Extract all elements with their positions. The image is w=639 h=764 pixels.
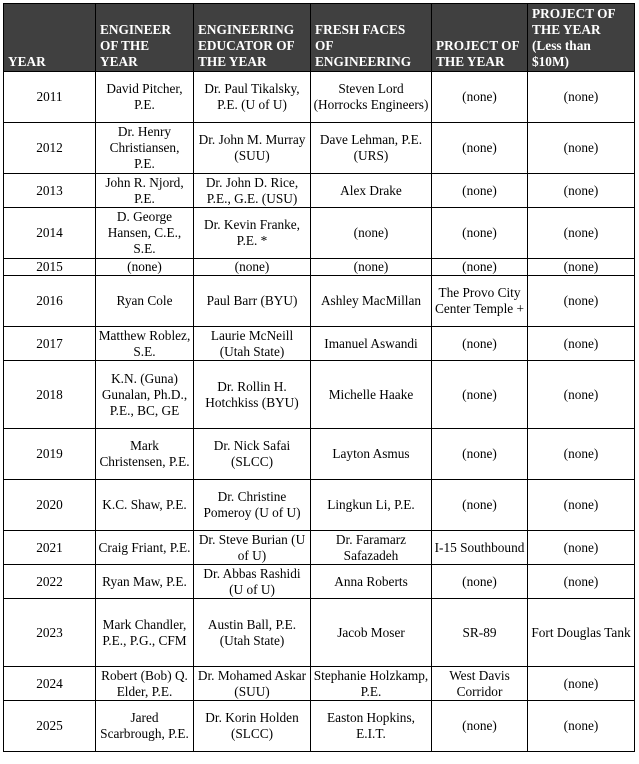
table-row [4, 174, 635, 208]
cell-fresh-faces: Stephanie Holzkamp, P.E. [311, 667, 432, 701]
header-project-of-the-year: PROJECT OF THE YEAR [432, 4, 528, 72]
cell-engineering-educator: Laurie McNeill (Utah State) [194, 327, 311, 361]
cell-project-under-10m: (none) [528, 174, 635, 208]
cell-engineering-educator: (none) [194, 259, 311, 276]
cell-engineer-of-the-year: Mark Christensen, P.E. [96, 429, 194, 480]
cell-year: 2015 [4, 259, 96, 276]
cell-year: 2024 [4, 667, 96, 701]
cell-project-of-the-year: (none) [432, 480, 528, 531]
table-row [4, 667, 635, 701]
cell-engineering-educator: Dr. Korin Holden (SLCC) [194, 701, 311, 752]
cell-engineer-of-the-year: Dr. Henry Christiansen, P.E. [96, 123, 194, 174]
header-fresh-faces-of-engineering: FRESH FACES OF ENGINEERING [311, 4, 432, 72]
cell-project-of-the-year: (none) [432, 72, 528, 123]
table-row [4, 480, 635, 531]
cell-engineer-of-the-year: (none) [96, 259, 194, 276]
header-row [4, 4, 635, 72]
cell-fresh-faces: (none) [311, 259, 432, 276]
cell-fresh-faces: Imanuel Aswandi [311, 327, 432, 361]
cell-fresh-faces: Dr. Faramarz Safazadeh [311, 531, 432, 565]
table-row [4, 701, 635, 752]
table-body [4, 72, 635, 752]
cell-project-of-the-year: (none) [432, 429, 528, 480]
cell-fresh-faces: Dave Lehman, P.E. (URS) [311, 123, 432, 174]
cell-project-of-the-year: West Davis Corridor [432, 667, 528, 701]
cell-project-under-10m: (none) [528, 276, 635, 327]
cell-project-of-the-year: (none) [432, 701, 528, 752]
cell-fresh-faces: (none) [311, 208, 432, 259]
cell-year: 2022 [4, 565, 96, 599]
header-year: YEAR [4, 4, 96, 72]
cell-engineer-of-the-year: Robert (Bob) Q. Elder, P.E. [96, 667, 194, 701]
cell-project-of-the-year: I-15 Southbound [432, 531, 528, 565]
cell-engineer-of-the-year: John R. Njord, P.E. [96, 174, 194, 208]
cell-project-of-the-year: The Provo City Center Temple + [432, 276, 528, 327]
header-engineer-of-the-year: ENGINEER OF THE YEAR [96, 4, 194, 72]
cell-project-under-10m: (none) [528, 429, 635, 480]
cell-engineering-educator: Dr. Abbas Rashidi (U of U) [194, 565, 311, 599]
cell-fresh-faces: Jacob Moser [311, 599, 432, 667]
cell-year: 2020 [4, 480, 96, 531]
header-engineering-educator-of-the-year: ENGINEERING EDUCATOR OF THE YEAR [194, 4, 311, 72]
cell-year: 2019 [4, 429, 96, 480]
cell-engineering-educator: Dr. John D. Rice, P.E., G.E. (USU) [194, 174, 311, 208]
cell-year: 2011 [4, 72, 96, 123]
cell-engineering-educator: Paul Barr (BYU) [194, 276, 311, 327]
table-row [4, 72, 635, 123]
table-row [4, 429, 635, 480]
cell-engineering-educator: Dr. Nick Safai (SLCC) [194, 429, 311, 480]
cell-project-of-the-year: (none) [432, 259, 528, 276]
cell-fresh-faces: Lingkun Li, P.E. [311, 480, 432, 531]
cell-engineering-educator: Dr. John M. Murray (SUU) [194, 123, 311, 174]
cell-year: 2018 [4, 361, 96, 429]
cell-fresh-faces: Layton Asmus [311, 429, 432, 480]
cell-project-of-the-year: (none) [432, 208, 528, 259]
cell-year: 2014 [4, 208, 96, 259]
cell-project-under-10m: Fort Douglas Tank [528, 599, 635, 667]
cell-engineer-of-the-year: Mark Chandler, P.E., P.G., CFM [96, 599, 194, 667]
cell-engineering-educator: Austin Ball, P.E. (Utah State) [194, 599, 311, 667]
cell-project-under-10m: (none) [528, 531, 635, 565]
cell-year: 2016 [4, 276, 96, 327]
table-row [4, 361, 635, 429]
cell-engineer-of-the-year: D. George Hansen, C.E., S.E. [96, 208, 194, 259]
cell-project-under-10m: (none) [528, 208, 635, 259]
cell-project-under-10m: (none) [528, 259, 635, 276]
cell-engineer-of-the-year: Ryan Cole [96, 276, 194, 327]
table-row [4, 531, 635, 565]
cell-year: 2012 [4, 123, 96, 174]
cell-project-under-10m: (none) [528, 565, 635, 599]
cell-engineering-educator: Dr. Kevin Franke, P.E. * [194, 208, 311, 259]
table-row [4, 276, 635, 327]
cell-project-of-the-year: (none) [432, 174, 528, 208]
cell-project-of-the-year: (none) [432, 123, 528, 174]
cell-engineering-educator: Dr. Steve Burian (U of U) [194, 531, 311, 565]
awards-table [3, 3, 635, 752]
cell-project-under-10m: (none) [528, 701, 635, 752]
cell-engineer-of-the-year: K.N. (Guna) Gunalan, Ph.D., P.E., BC, GE [96, 361, 194, 429]
header-project-of-the-year-under-10m: PROJECT OF THE YEAR (Less than $10M) [528, 4, 635, 72]
cell-engineer-of-the-year: Matthew Roblez, S.E. [96, 327, 194, 361]
cell-project-under-10m: (none) [528, 667, 635, 701]
cell-engineer-of-the-year: Jared Scarbrough, P.E. [96, 701, 194, 752]
cell-engineer-of-the-year: Ryan Maw, P.E. [96, 565, 194, 599]
cell-fresh-faces: Steven Lord (Horrocks Engineers) [311, 72, 432, 123]
cell-fresh-faces: Anna Roberts [311, 565, 432, 599]
table-row [4, 208, 635, 259]
table-row [4, 327, 635, 361]
cell-fresh-faces: Ashley MacMillan [311, 276, 432, 327]
cell-year: 2023 [4, 599, 96, 667]
cell-project-of-the-year: SR-89 [432, 599, 528, 667]
cell-project-under-10m: (none) [528, 327, 635, 361]
table-row [4, 599, 635, 667]
cell-engineering-educator: Dr. Paul Tikalsky, P.E. (U of U) [194, 72, 311, 123]
cell-engineering-educator: Dr. Rollin H. Hotchkiss (BYU) [194, 361, 311, 429]
cell-engineering-educator: Dr. Mohamed Askar (SUU) [194, 667, 311, 701]
cell-fresh-faces: Easton Hopkins, E.I.T. [311, 701, 432, 752]
cell-project-of-the-year: (none) [432, 327, 528, 361]
cell-project-under-10m: (none) [528, 123, 635, 174]
cell-project-under-10m: (none) [528, 72, 635, 123]
cell-fresh-faces: Michelle Haake [311, 361, 432, 429]
table-row [4, 259, 635, 276]
cell-year: 2025 [4, 701, 96, 752]
cell-engineer-of-the-year: David Pitcher, P.E. [96, 72, 194, 123]
cell-project-under-10m: (none) [528, 480, 635, 531]
cell-fresh-faces: Alex Drake [311, 174, 432, 208]
cell-engineer-of-the-year: K.C. Shaw, P.E. [96, 480, 194, 531]
cell-year: 2021 [4, 531, 96, 565]
table-row [4, 565, 635, 599]
cell-engineering-educator: Dr. Christine Pomeroy (U of U) [194, 480, 311, 531]
cell-project-of-the-year: (none) [432, 361, 528, 429]
cell-year: 2017 [4, 327, 96, 361]
cell-year: 2013 [4, 174, 96, 208]
cell-project-of-the-year: (none) [432, 565, 528, 599]
cell-engineer-of-the-year: Craig Friant, P.E. [96, 531, 194, 565]
table-row [4, 123, 635, 174]
cell-project-under-10m: (none) [528, 361, 635, 429]
